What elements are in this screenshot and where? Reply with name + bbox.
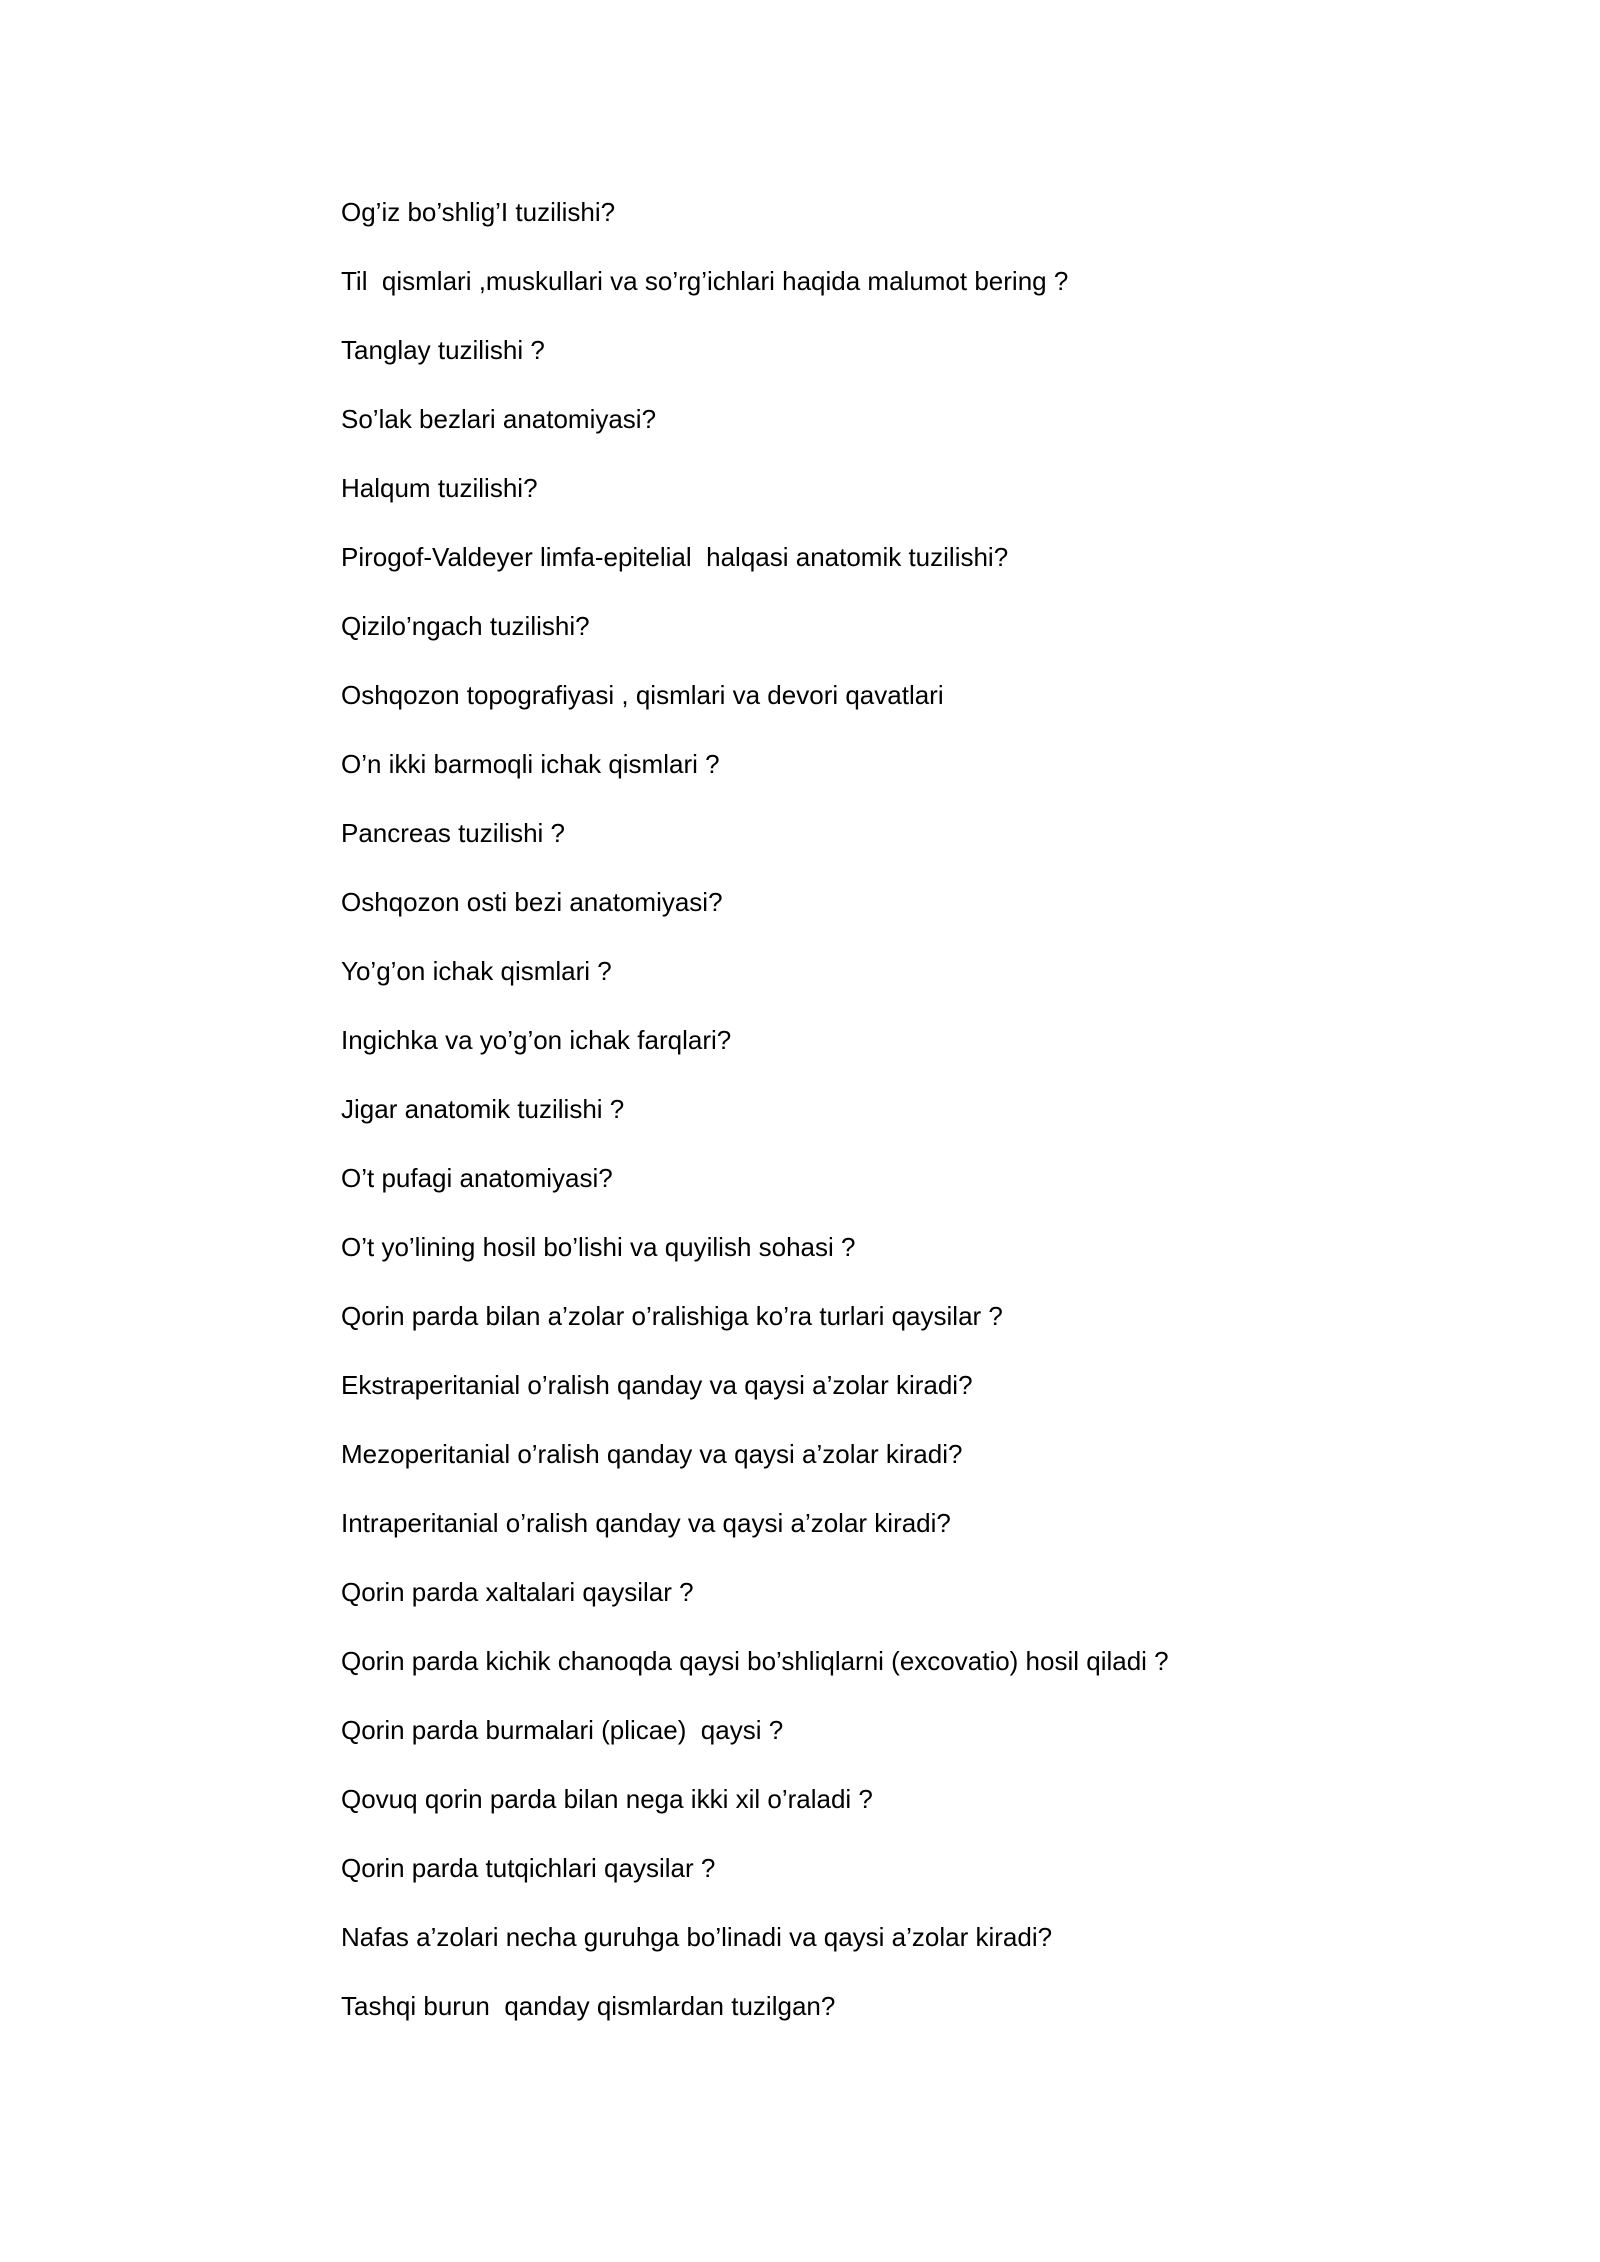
- question-item: Qorin parda xaltalari qaysilar ?: [341, 1577, 694, 1607]
- question-item: Halqum tuzilishi?: [341, 473, 538, 503]
- question-item: Jigar anatomik tuzilishi ?: [341, 1094, 625, 1124]
- question-item: Pirogof-Valdeyer limfa-epitelial halqasi anatomik tuzilishi?: [341, 542, 1009, 572]
- question-item: Qovuq qorin parda bilan nega ikki xil o’raladi ?: [341, 1784, 873, 1814]
- question-item: So’lak bezlari anatomiyasi?: [341, 404, 657, 434]
- question-item: Qorin parda burmalari (plicae) qaysi ?: [341, 1715, 784, 1745]
- question-item: Nafas a’zolari necha guruhga bo’linadi va qaysi a’zolar kiradi?: [341, 1922, 1053, 1952]
- question-list: [341, 193, 1441, 2056]
- question-item: Og’iz bo’shlig’I tuzilishi?: [341, 197, 616, 227]
- question-item: Qorin parda bilan a’zolar o’ralishiga ko’ra turlari qaysilar ?: [341, 1301, 1003, 1331]
- question-item: O’n ikki barmoqli ichak qismlari ?: [341, 749, 720, 779]
- question-item: Ingichka va yo’g’on ichak farqlari?: [341, 1025, 732, 1055]
- question-item: Oshqozon osti bezi anatomiyasi?: [341, 887, 723, 917]
- question-item: Oshqozon topografiyasi , qismlari va devori qavatlari: [341, 680, 944, 710]
- question-item: Qizilo’ngach tuzilishi?: [341, 611, 590, 641]
- question-item: Til qismlari ,muskullari va so’rg’ichlari haqida malumot bering ?: [341, 266, 1069, 296]
- question-item: Qorin parda tutqichlari qaysilar ?: [341, 1853, 716, 1883]
- question-item: Tashqi burun qanday qismlardan tuzilgan?: [341, 1991, 836, 2021]
- question-item: Ekstraperitanial o’ralish qanday va qaysi a’zolar kiradi?: [341, 1370, 973, 1400]
- question-item: O’t pufagi anatomiyasi?: [341, 1163, 613, 1193]
- question-item: Qorin parda kichik chanoqda qaysi bo’shliqlarni (excovatio) hosil qiladi ?: [341, 1646, 1169, 1676]
- question-item: Yo’g’on ichak qismlari ?: [341, 956, 612, 986]
- question-item: O’t yo’lining hosil bo’lishi va quyilish sohasi ?: [341, 1232, 856, 1262]
- question-item: Mezoperitanial o’ralish qanday va qaysi a’zolar kiradi?: [341, 1439, 963, 1469]
- question-item: Tanglay tuzilishi ?: [341, 335, 545, 365]
- question-item: Intraperitanial o’ralish qanday va qaysi a’zolar kiradi?: [341, 1508, 951, 1538]
- question-item: Pancreas tuzilishi ?: [341, 818, 565, 848]
